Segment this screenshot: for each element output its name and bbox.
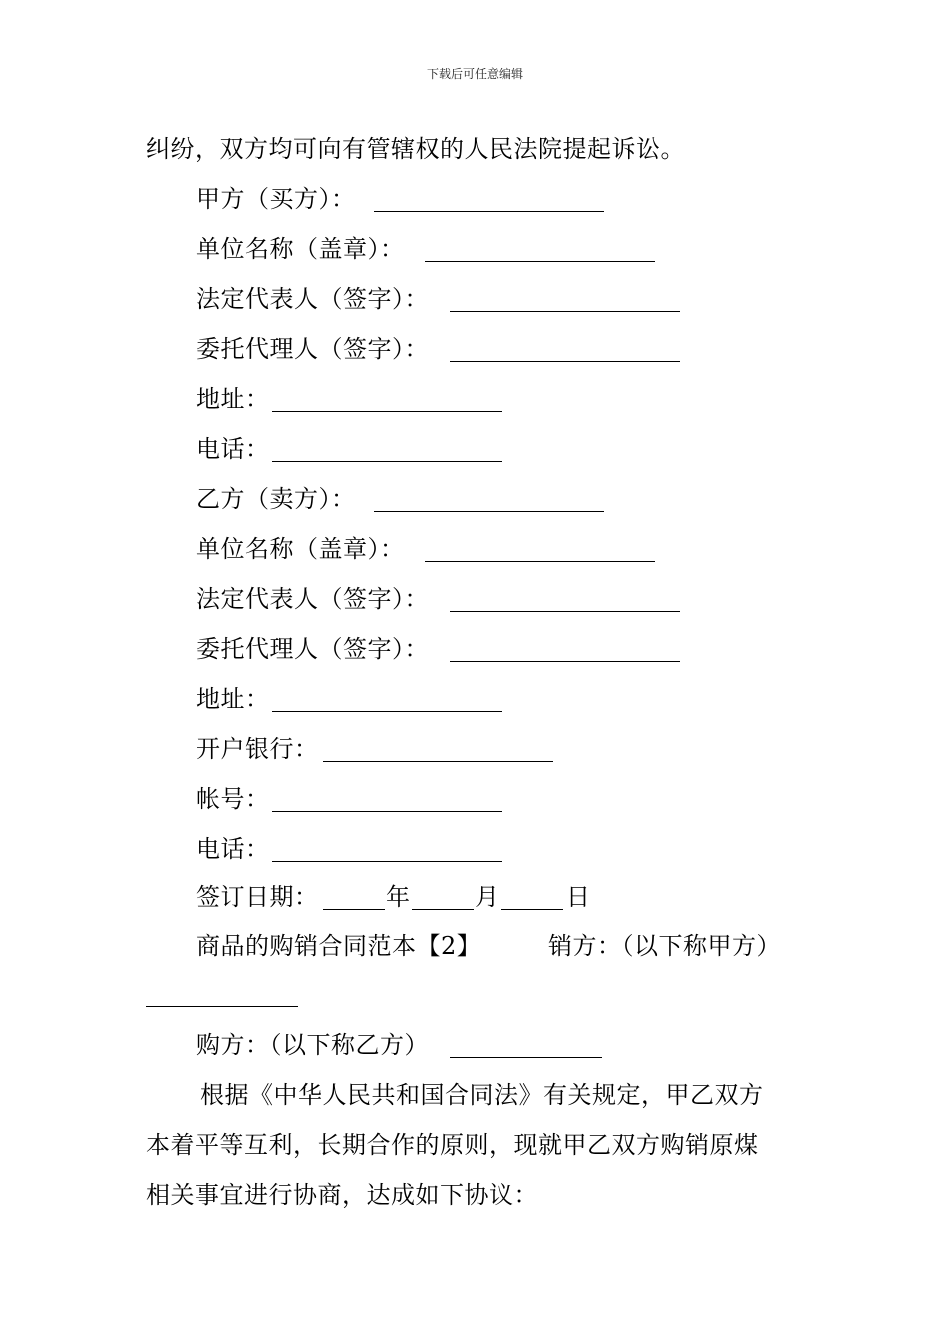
template2-seller-blank <box>146 1006 298 1007</box>
party-b-bank-label: 开户银行： <box>196 735 319 763</box>
party-b-unit-name-label: 单位名称（盖章）： <box>196 535 405 563</box>
party-a-title-label: 甲方（买方）： <box>196 185 356 213</box>
template2-title: 商品的购销合同范本【2】 <box>196 932 482 960</box>
sign-date-day-label: 日 <box>566 883 591 911</box>
party-a-address-label: 地址： <box>196 385 270 413</box>
party-a-unit-name-blank <box>425 261 655 262</box>
continuation-text: 纠纷，双方均可向有管辖权的人民法院提起诉讼。 <box>146 135 685 163</box>
party-b-title-blank <box>374 511 604 512</box>
page-header-note: 下载后可任意编辑 <box>426 67 523 81</box>
intro-line-3: 相关事宜进行协商，达成如下协议： <box>146 1181 538 1209</box>
sign-date-year-blank <box>323 909 385 910</box>
party-b-address-blank <box>272 711 502 712</box>
party-b-unit-name-blank <box>425 561 655 562</box>
party-b-phone-blank <box>272 861 502 862</box>
party-b-bank-blank <box>323 761 553 762</box>
party-b-address-label: 地址： <box>196 685 270 713</box>
sign-date-day-blank <box>501 909 563 910</box>
party-b-title-label: 乙方（卖方）： <box>196 485 356 513</box>
party-b-legal-rep-blank <box>450 611 680 612</box>
party-a-legal-rep-label: 法定代表人（签字）： <box>196 285 429 313</box>
party-a-agent-blank <box>450 361 680 362</box>
template2-buyer-label: 购方：（以下称乙方） <box>196 1031 429 1059</box>
template2-buyer-blank <box>450 1057 602 1058</box>
sign-date-month-label: 月 <box>475 883 500 911</box>
intro-line-2: 本着平等互利，长期合作的原则，现就甲乙双方购销原煤 <box>146 1131 759 1159</box>
party-b-legal-rep-label: 法定代表人（签字）： <box>196 585 429 613</box>
intro-line-1: 根据《中华人民共和国合同法》有关规定，甲乙双方 <box>200 1081 764 1109</box>
party-a-phone-blank <box>272 461 502 462</box>
party-b-account-blank <box>272 811 502 812</box>
sign-date-year-label: 年 <box>386 883 411 911</box>
party-a-agent-label: 委托代理人（签字）： <box>196 335 429 363</box>
party-b-agent-blank <box>450 661 680 662</box>
party-a-address-blank <box>272 411 502 412</box>
party-a-unit-name-label: 单位名称（盖章）： <box>196 235 405 263</box>
party-a-phone-label: 电话： <box>196 435 270 463</box>
party-a-title-blank <box>374 211 604 212</box>
sign-date-label: 签订日期： <box>196 883 319 911</box>
party-b-agent-label: 委托代理人（签字）： <box>196 635 429 663</box>
sign-date-month-blank <box>412 909 474 910</box>
party-b-phone-label: 电话： <box>196 835 270 863</box>
template2-seller-label: 销方：（以下称甲方） <box>548 932 781 960</box>
party-b-account-label: 帐号： <box>196 785 270 813</box>
party-a-legal-rep-blank <box>450 311 680 312</box>
